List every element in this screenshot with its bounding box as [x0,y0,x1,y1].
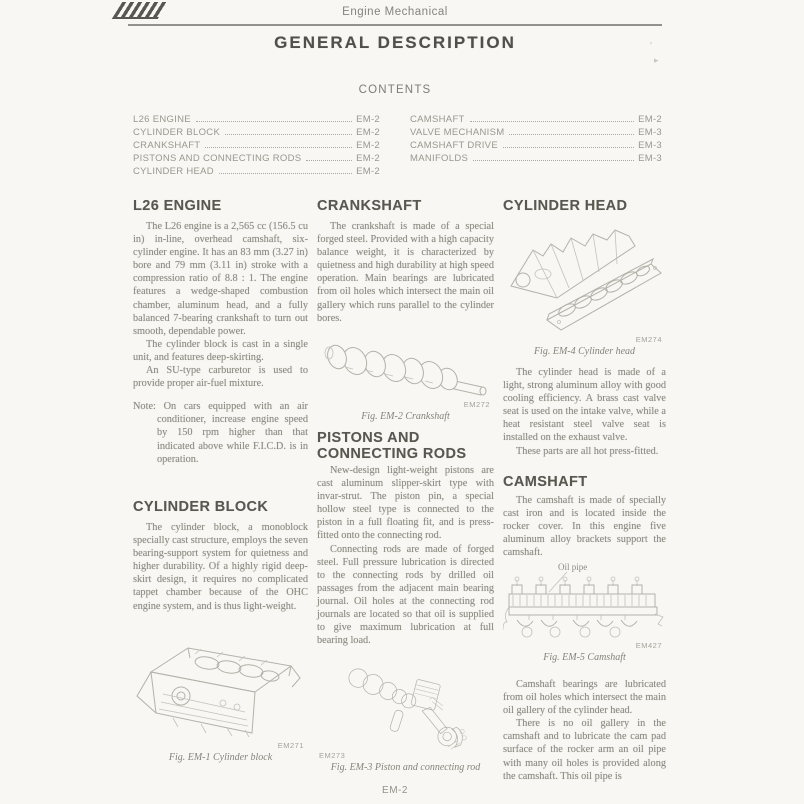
table-of-contents [133,113,662,178]
toc-row [133,126,380,139]
toc-item-label: VALVE MECHANISM [410,127,505,138]
section-heading-camshaft: CAMSHAFT [503,474,588,490]
toc-item-label: CYLINDER BLOCK [133,127,221,138]
figure-crankshaft [317,337,494,423]
camshaft-drawing [503,572,666,640]
toc-item-label: CAMSHAFT DRIVE [410,140,498,151]
toc-item-label: CYLINDER HEAD [133,166,214,177]
contents-heading: CONTENTS [358,84,432,96]
paragraph: The cylinder block, a monoblock specially cast structure, employs the seven bearing-support system for quietness and higher durability. Of a highly rigid deep-skirt design, it requires no complicated tappet chamber because of the OHC engine system, and is thus light-weight. [133,522,308,612]
toc-page-ref: EM-2 [356,166,380,177]
page-title: GENERAL DESCRIPTION [274,33,516,52]
paragraph: The cylinder block is cast in a single unit, and features deep-skirting. [133,338,308,363]
footer-page-number: EM-2 [382,785,408,796]
toc-item-label: CAMSHAFT [410,114,465,125]
toc-row [410,152,662,165]
toc-page-ref: EM-2 [356,114,380,125]
figure-camshaft [503,562,666,664]
scan-artifact: ▸ [654,55,659,65]
crankshaft-drawing [317,337,494,399]
paragraph: The cylinder head is made of a light, strong aluminum alloy with good cooling efficiency. A brass cast valve seat is used on the intake valve, while a heat resistant steel valve seat is installed on the exhaust valve. [503,367,666,444]
toc-row [133,113,380,126]
paragraph: The crankshaft is made of a special forged steel. Provided with a high capacity balance weight, it is characterized by quietness and high durability at high speed operation. Main bearings are lubricated from oil holes which intersect the main oil gallery which runs parallel to the cylinder bores. [317,221,494,324]
toc-row [410,113,662,126]
toc-item-label: L26 ENGINE [133,114,191,125]
toc-leader [470,121,634,122]
section-heading-cylinder-head: CYLINDER HEAD [503,198,628,214]
figure-code: EM271 [277,741,304,750]
section-header: Engine Mechanical [342,6,448,18]
figure-caption: Fig. EM-2 Crankshaft [361,411,450,422]
toc-page-ref: EM-3 [638,140,662,151]
scan-artifact: ’ [649,40,653,52]
paragraph: Camshaft bearings are lubricated from oil holes which intersect the main oil gallery of the cylinder head. [503,679,666,717]
toc-page-ref: EM-2 [356,153,380,164]
paragraph: New-design light-weight pistons are cast aluminum slipper-skirt type with invar-strut. The piston pin, a special hollow steel type is connected to the piston in a full floating fit, and is press-fitted onto the connecting rod. [317,465,494,542]
figure-caption: Fig. EM-5 Camshaft [543,652,626,663]
toc-leader [196,121,352,122]
oil-pipe-annotation: Oil pipe [558,562,588,572]
toc-page-ref: EM-2 [356,127,380,138]
cylinder-head-drawing [503,222,666,334]
cylinder-block-drawing [133,634,308,740]
figure-code: EM272 [463,400,490,409]
figure-caption: Fig. EM-1 Cylinder block [168,752,273,763]
toc-page-ref: EM-3 [638,127,662,138]
figure-cylinder-head [503,222,666,358]
toc-row [410,126,662,139]
section-heading-cylinder-block: CYLINDER BLOCK [133,499,269,515]
toc-page-ref: EM-2 [638,114,662,125]
toc-item-label: PISTONS AND CONNECTING RODS [133,153,302,164]
section-heading-pistons-connecting-rods: PISTONS AND CONNECTING RODS [317,430,467,462]
toc-column-right [410,113,662,178]
piston-connecting-rod-drawing [317,666,494,750]
toc-leader [306,160,352,161]
section-heading-l26-engine: L26 ENGINE [133,198,222,214]
toc-leader [503,147,634,148]
toc-item-label: CRANKSHAFT [133,140,201,151]
figure-piston-connecting-rod [317,666,494,774]
toc-row [133,152,380,165]
column-right [503,196,666,800]
toc-leader [225,134,352,135]
figure-cylinder-block [133,634,308,764]
toc-item-label: MANIFOLDS [410,153,469,164]
toc-leader [219,173,352,174]
toc-row [410,139,662,152]
toc-page-ref: EM-2 [356,140,380,151]
toc-column-left [133,113,380,178]
figure-caption: Fig. EM-3 Piston and connecting rod [330,762,481,773]
note-paragraph: Note: On cars equipped with an air conditioner, increase engine speed by 150 rpm higher than that indicated above while F.I.C.D. is in operation. [133,401,308,465]
column-middle [317,196,494,800]
figure-code: EM273 [319,751,346,760]
figure-code: EM427 [635,641,662,650]
paragraph: Connecting rods are made of forged steel. Full pressure lubrication is directed to the connecting rods by drilled oil passages from the adjacent main bearing journal. Oil holes at the connecting rod journals are located so that oil is supplied to give maximum lubrication at full bearing load. [317,543,494,647]
toc-row [133,139,380,152]
section-heading-crankshaft: CRANKSHAFT [317,198,422,214]
paragraph: The camshaft is made of specially cast iron and is located inside the rocker cover. In this engine five aluminum alloy brackets support the camshaft. [503,495,666,559]
column-left [133,196,308,800]
paragraph: The L26 engine is a 2,565 cc (156.5 cu in) in-line, overhead camshaft, six-cylinder engine. It has an 83 mm (3.27 in) bore and 79 mm (3.11 in) stroke with a compression ratio of 8.8 : 1. The engine features a wedge-shaped combustion chamber, aluminum head, and a fully balanced 7-bearing crankshaft to turn out smooth, dependable power. [133,221,308,337]
toc-leader [205,147,352,148]
toc-row [133,165,380,178]
toc-leader [473,160,634,161]
toc-leader [509,134,634,135]
toc-page-ref: EM-3 [638,153,662,164]
header-rule [128,24,662,26]
paragraph: These parts are all hot press-fitted. [516,445,659,457]
figure-code: EM274 [635,335,662,344]
paragraph: There is no oil gallery in the camshaft and to lubricate the cam pad surface of the rocker arm an oil pipe with many oil holes is provided along the camshaft. This oil pipe is [503,718,666,782]
paragraph: An SU-type carburetor is used to provide proper air-fuel mixture. [133,365,308,390]
figure-caption: Fig. EM-4 Cylinder head [533,346,636,357]
